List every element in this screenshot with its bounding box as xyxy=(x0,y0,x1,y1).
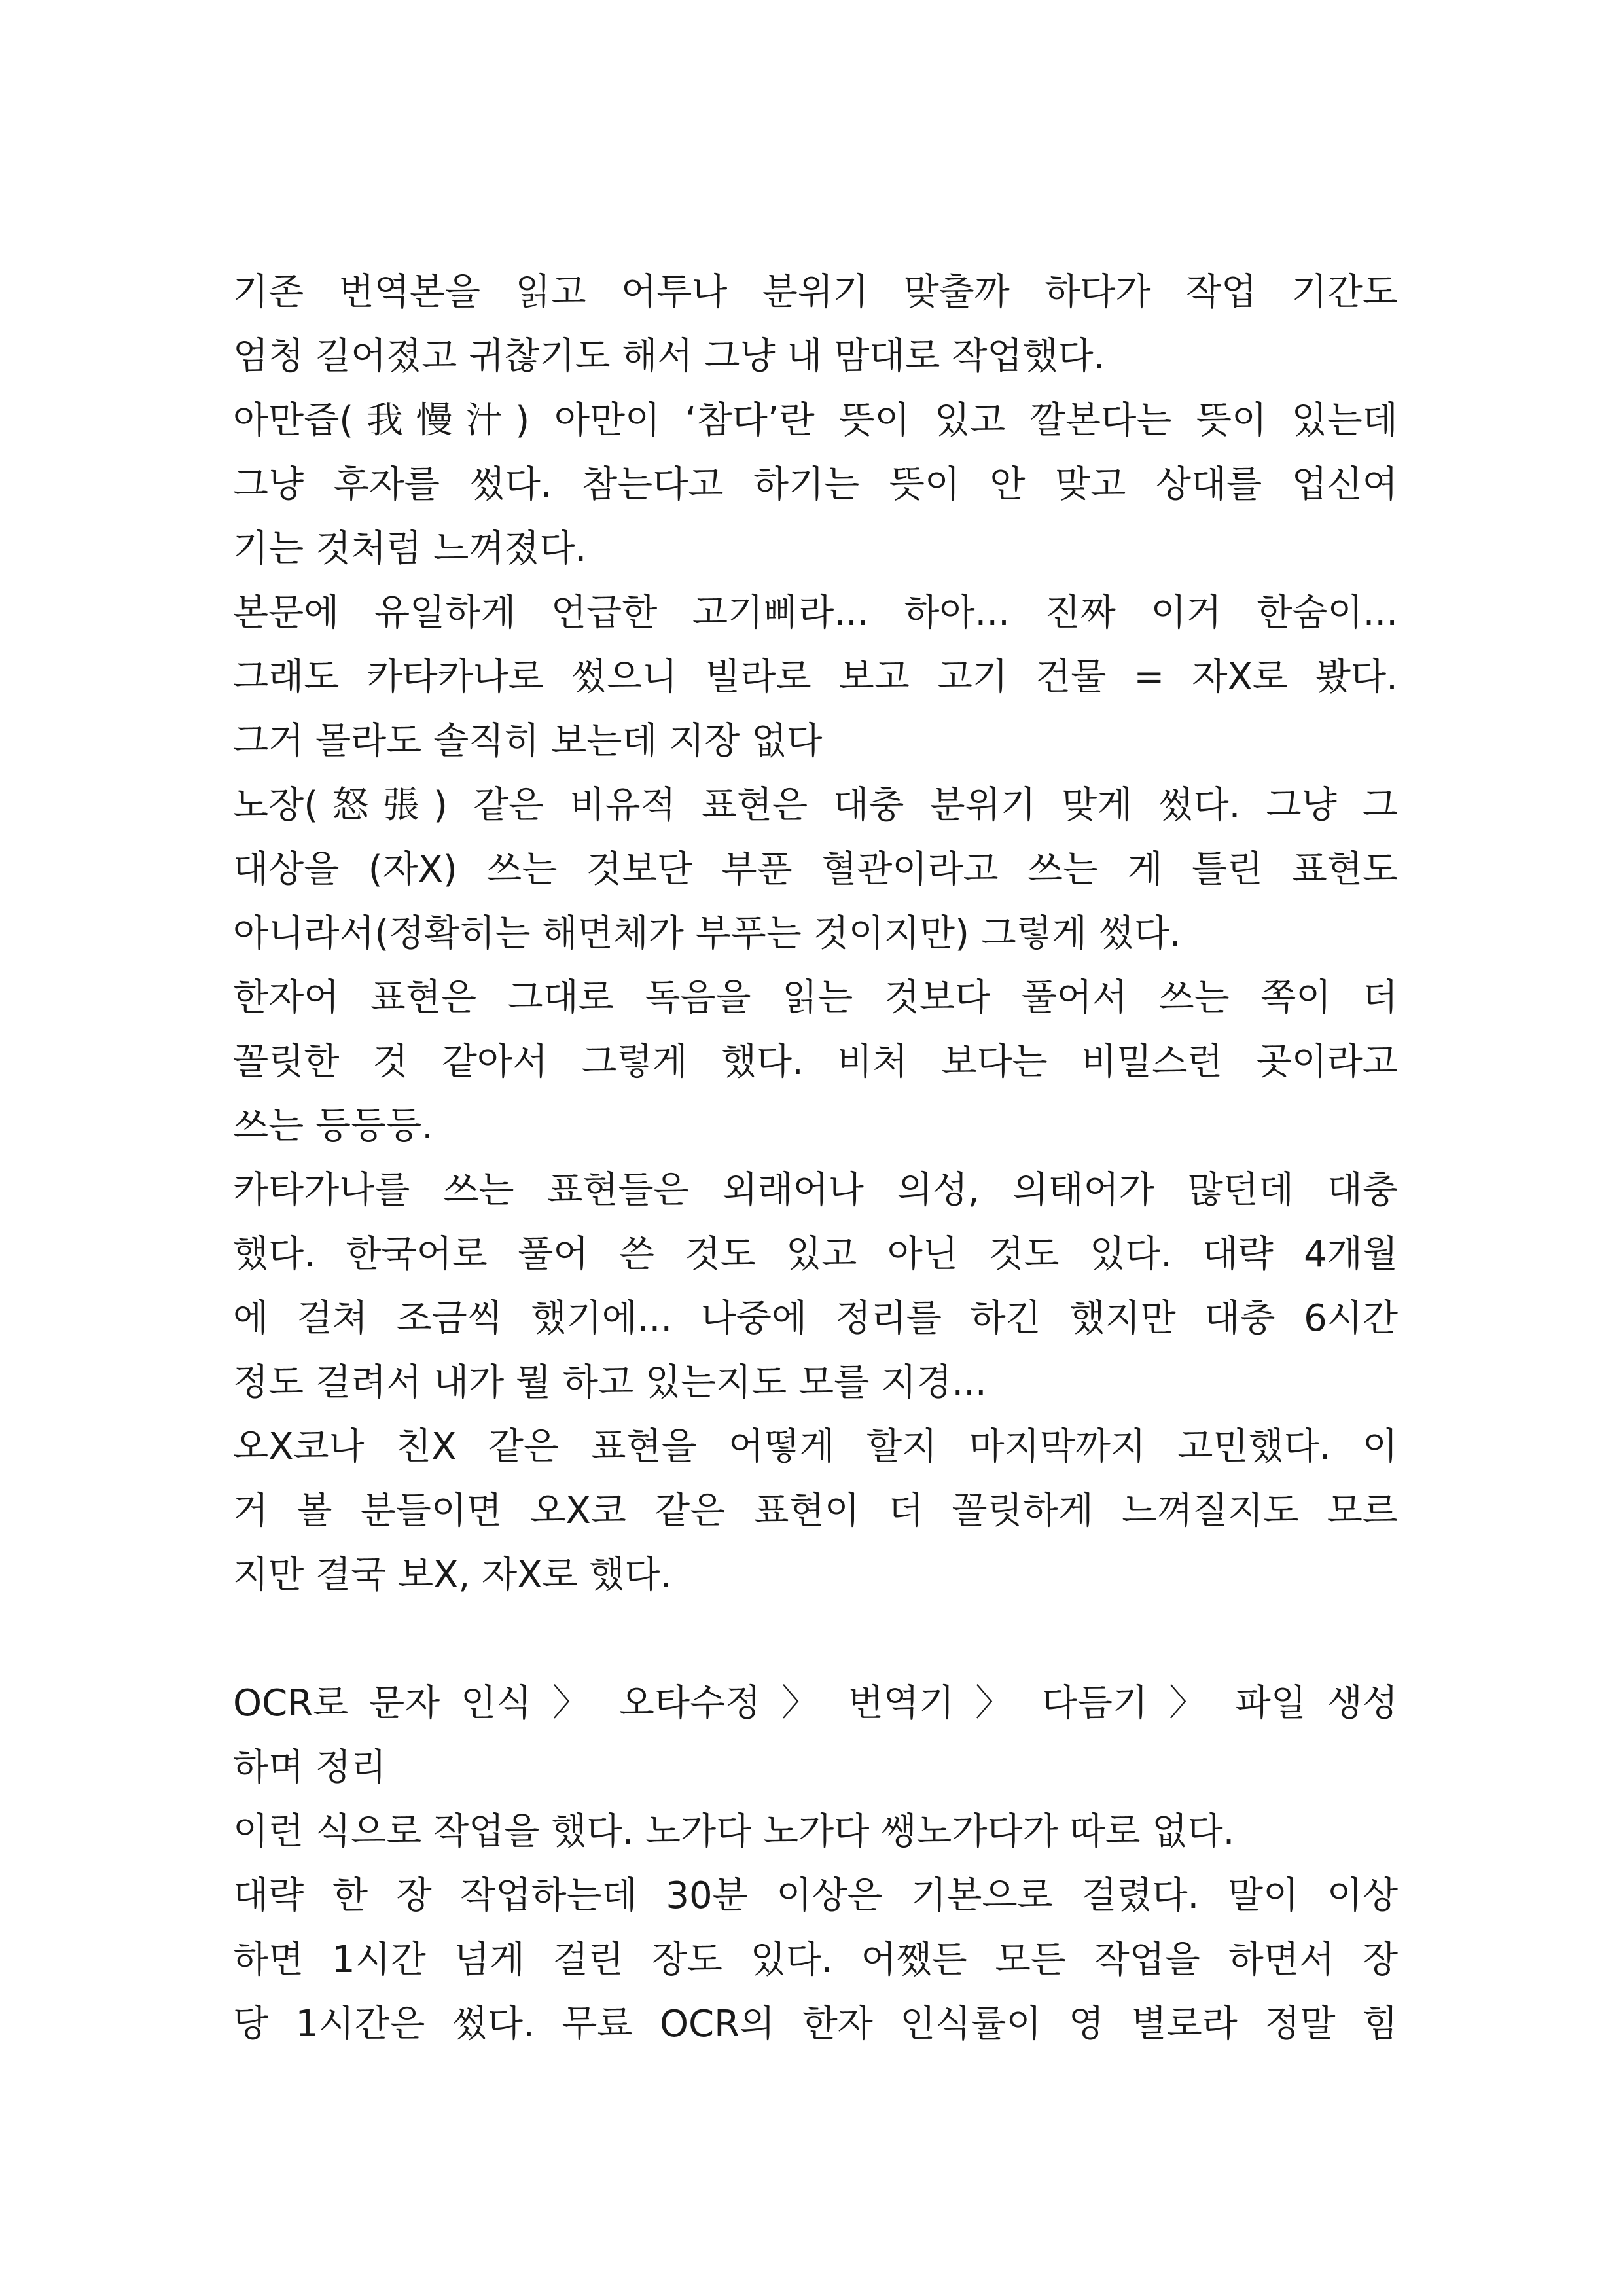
text-line: 꼴릿한 것 같아서 그렇게 했다. 비처 보다는 비밀스런 곳이라고 xyxy=(233,1041,1398,1083)
text-line: 카타가나를 쓰는 표현들은 외래어나 의성, 의태어가 많던데 대충 xyxy=(233,1169,1398,1211)
paragraph-spacer xyxy=(233,1607,1398,1672)
text-line: 하면 1시간 넘게 걸린 장도 있다. 어쨌든 모든 작업을 하면서 장 xyxy=(233,1939,1398,1981)
text-line: 지만 결국 보X, 자X로 했다. xyxy=(233,1554,672,1596)
text-line: 본문에 유일하게 언급한 고기삐라... 하아... 진짜 이거 한숨이... xyxy=(233,592,1398,634)
text-line: 그래도 카타카나로 썼으니 빌라로 보고 고기 건물 = 자X로 봤다. xyxy=(233,656,1398,698)
text-line: 대상을 (자X) 쓰는 것보단 부푼 혈관이라고 쓰는 게 틀린 표현도 xyxy=(233,848,1398,891)
paragraph-amanjeup xyxy=(233,389,1398,581)
paragraph-translation-approach xyxy=(233,260,1398,389)
text-line: 오X코나 친X 같은 표현을 어떻게 할지 마지막까지 고민했다. 이 xyxy=(233,1426,1398,1468)
text-line: 대략 한 장 작업하는데 30분 이상은 기본으로 걸렸다. 말이 이상 xyxy=(233,1874,1398,1917)
text-line: 노장(怒張) 같은 비유적 표현은 대충 분위기 맞게 썼다. 그냥 그 xyxy=(233,784,1398,827)
text-line: 이런 식으로 작업을 했다. 노가다 노가다 쌩노가다가 따로 없다. xyxy=(233,1810,1235,1853)
text-line: 거 볼 분들이면 오X코 같은 표현이 더 꼴릿하게 느껴질지도 모르 xyxy=(233,1490,1398,1532)
text-line: 그냥 후자를 썼다. 참는다고 하기는 뜻이 안 맞고 상대를 업신여 xyxy=(233,463,1398,506)
text-line: 에 걸쳐 조금씩 했기에... 나중에 정리를 하긴 했지만 대충 6시간 xyxy=(233,1297,1398,1340)
text-line: 쓰는 등등등. xyxy=(233,1105,434,1147)
text-line: 그거 몰라도 솔직히 보는데 지장 없다 xyxy=(233,720,823,762)
text-line: 아만즙(我慢汁) 아만이 ‘참다’란 뜻이 있고 깔본다는 뜻이 있는데 xyxy=(233,399,1398,442)
paragraph-hanja-expressions xyxy=(233,966,1398,1158)
text-line: 기는 것처럼 느껴졌다. xyxy=(233,528,587,570)
paragraph-workflow xyxy=(233,1672,1398,1800)
paragraph-expression-choice xyxy=(233,1415,1398,1607)
text-line: 정도 걸려서 내가 뭘 하고 있는지도 모를 지경... xyxy=(233,1361,987,1404)
text-line: 엄청 길어졌고 귀찮기도 해서 그냥 내 맘대로 작업했다. xyxy=(233,335,1105,378)
text-line: 하며 정리 xyxy=(233,1746,387,1789)
document-body xyxy=(233,260,1398,2056)
text-line: OCR로 문자 인식 〉 오타수정 〉 번역기 〉 다듬기 〉 파일 생성 xyxy=(233,1682,1398,1725)
text-line: 했다. 한국어로 풀어 쓴 것도 있고 아닌 것도 있다. 대략 4개월 xyxy=(233,1233,1398,1276)
paragraph-closing xyxy=(233,1800,1398,2056)
paragraph-gogi-bira xyxy=(233,581,1398,774)
paragraph-nojang xyxy=(233,774,1398,966)
text-line: 아니라서(정확히는 해면체가 부푸는 것이지만) 그렇게 썼다. xyxy=(233,912,1181,955)
text-line: 기존 번역본을 읽고 어투나 분위기 맞출까 하다가 작업 기간도 xyxy=(233,271,1398,314)
text-line: 당 1시간은 썼다. 무료 OCR의 한자 인식률이 영 별로라 정말 힘 xyxy=(233,2003,1398,2045)
text-line: 한자어 표현은 그대로 독음을 읽는 것보다 풀어서 쓰는 쪽이 더 xyxy=(233,977,1398,1019)
paragraph-katakana xyxy=(233,1158,1398,1415)
